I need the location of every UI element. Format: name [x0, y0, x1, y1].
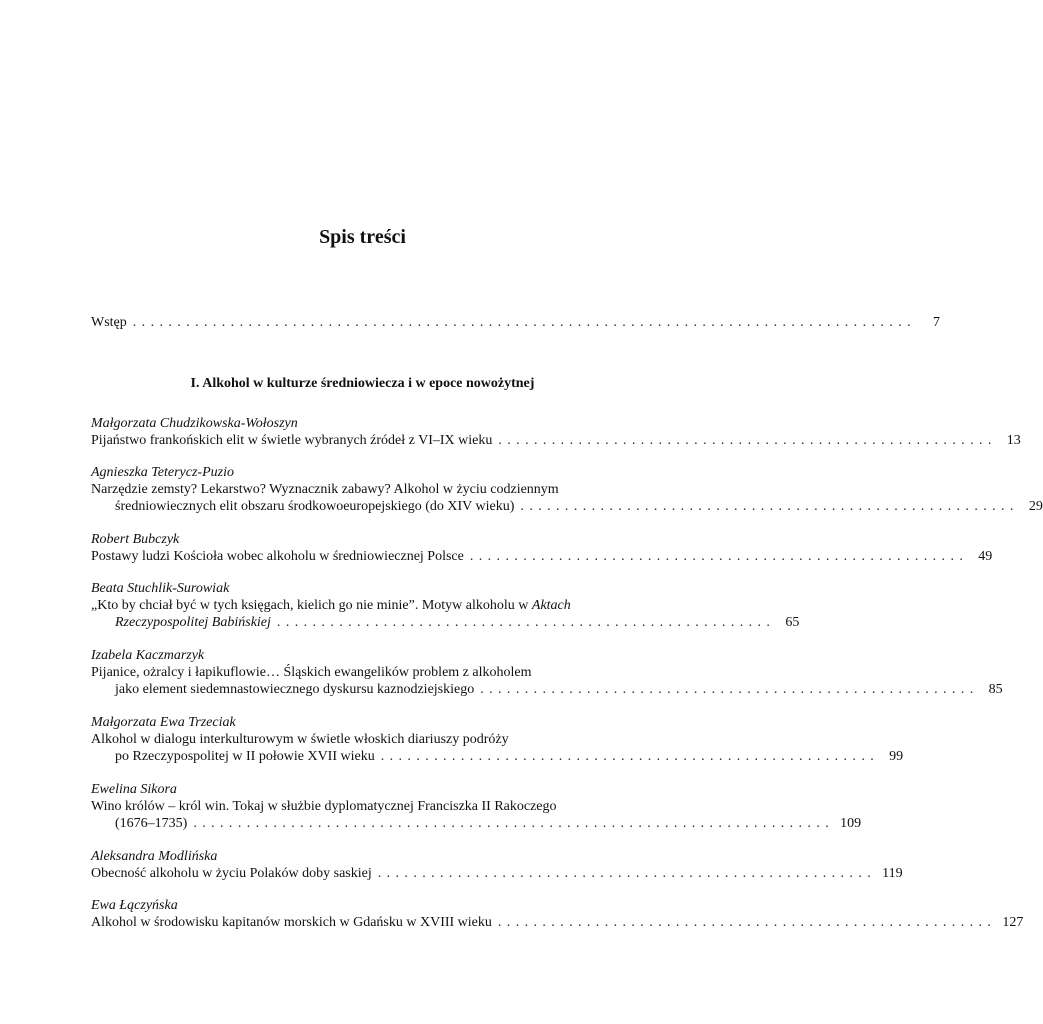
page-number: 119: [882, 866, 903, 881]
toc-entry[interactable]: [91, 464, 1043, 515]
author-name: Małgorzata Ewa Trzeciak: [91, 715, 236, 730]
section-heading: I. Alkohol w kulturze średniowiecza i w epoce nowożytnej: [190, 376, 535, 391]
leader-dots: ........................................................: [497, 915, 997, 930]
author-name: Aleksandra Modlińska: [91, 849, 218, 864]
author-name: Ewa Łączyńska: [91, 898, 178, 913]
page-title: Spis treści: [319, 226, 406, 248]
toc-entry-title: Pijanice, ożralcy i łapikuflowie… Śląskich ewangelików problem z alkoholem: [91, 665, 532, 680]
toc-entry[interactable]: [91, 781, 862, 832]
toc-entry-title: Alkohol w środowisku kapitanów morskich w Gdańsku w XVIII wieku: [91, 915, 492, 930]
toc-entry-title-cont: średniowiecznych elit obszaru środkowoeuropejskiego (do XIV wieku): [115, 499, 515, 514]
page-number: 109: [840, 816, 862, 831]
author-name: Robert Bubczyk: [91, 532, 180, 547]
page-number: 29: [1028, 499, 1043, 514]
leader-dots: ........................................................: [380, 749, 880, 764]
leader-dots: ........................................................: [469, 549, 969, 564]
page-number: 13: [1006, 433, 1021, 448]
leader-dots: ........................................................................: [193, 816, 835, 831]
title-italic: Rzeczypospolitej Babińskiej: [115, 615, 271, 630]
toc-entry-title: Pijaństwo frankońskich elit w świetle wybranych źródeł z VI–IX wieku: [91, 433, 493, 448]
toc-entry-title-cont: jako element siedemnastowiecznego dyskursu kaznodziejskiego: [115, 682, 475, 697]
page-number: 99: [889, 749, 904, 764]
author-name: Agnieszka Teterycz-Puzio: [91, 465, 234, 480]
toc-entry-title: Wstęp: [91, 315, 127, 330]
page-number: 127: [1002, 915, 1024, 930]
leader-dots: ........................................................: [520, 499, 1019, 514]
title-italic: Aktach: [531, 598, 571, 613]
author-name: Izabela Kaczmarzyk: [91, 648, 205, 663]
leader-dots: ........................................................: [377, 866, 877, 881]
toc-entry-title-cont: [115, 614, 271, 631]
toc-entry-title: [91, 597, 571, 614]
leader-dots: ........................................................................................: [132, 315, 916, 330]
toc-entry-title: Alkohol w dialogu interkulturowym w świetle włoskich diariuszy podróży: [91, 732, 509, 747]
toc-entry-title: Wino królów – król win. Tokaj w służbie dyplomatycznej Franciszka II Rakoczego: [91, 799, 557, 814]
leader-dots: ........................................................: [498, 433, 997, 448]
page-number: 7: [932, 315, 940, 330]
toc-entry[interactable]: [91, 580, 800, 631]
toc-entry[interactable]: [91, 531, 993, 565]
leader-dots: ........................................................: [480, 682, 979, 697]
toc-entry-intro[interactable]: [91, 314, 940, 331]
author-name: Małgorzata Chudzikowska-Wołoszyn: [91, 416, 298, 431]
toc-entry[interactable]: [91, 647, 1003, 698]
author-name: Beata Stuchlik-Surowiak: [91, 581, 230, 596]
toc-entry[interactable]: [91, 415, 1021, 449]
toc-entry-title-cont: (1676–1735): [115, 816, 188, 831]
leader-dots: ........................................................: [276, 615, 776, 630]
toc-entry[interactable]: [91, 848, 903, 882]
author-name: Ewelina Sikora: [91, 782, 177, 797]
page-number: 85: [988, 682, 1003, 697]
toc-entry-title: Narzędzie zemsty? Lekarstwo? Wyznacznik zabawy? Alkohol w życiu codziennym: [91, 482, 559, 497]
toc-entry-title: Postawy ludzi Kościoła wobec alkoholu w średniowiecznej Polsce: [91, 549, 464, 564]
page-number: 49: [978, 549, 993, 564]
page-number: 65: [785, 615, 800, 630]
toc-entry[interactable]: [91, 897, 1024, 931]
toc-entry[interactable]: [91, 714, 904, 765]
title-text: „Kto by chciał być w tych księgach, kielich go nie minie”. Motyw alkoholu w: [91, 598, 529, 613]
toc-entry-title: Obecność alkoholu w życiu Polaków doby saskiej: [91, 866, 372, 881]
toc-entry-title-cont: po Rzeczypospolitej w II połowie XVII wieku: [115, 749, 375, 764]
